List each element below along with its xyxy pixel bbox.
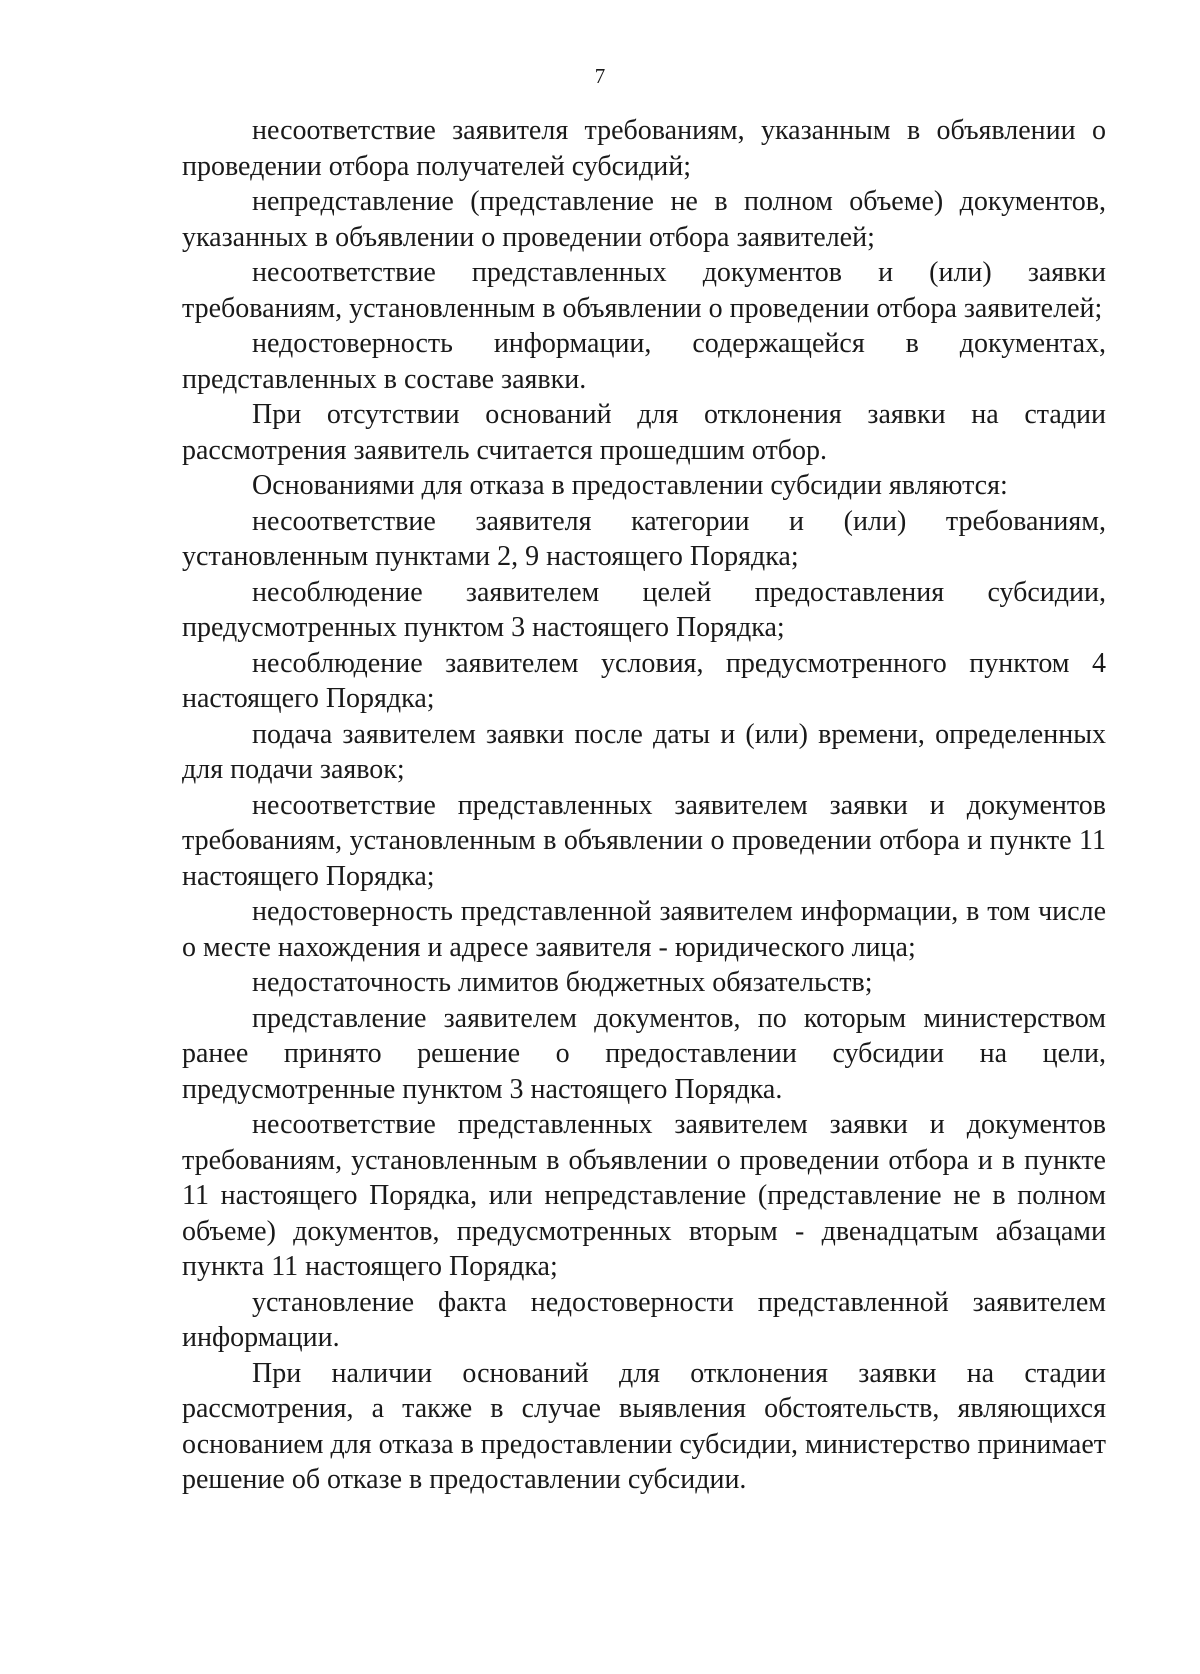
paragraph: несоответствие представленных заявителем заявки и документов требованиям, установленным в объявлении о проведении отбора и в пункте 11 настоящего Порядка, или непредставление (представление не в полном объеме) документов, предусмотренных вторым - двенадцатым абзацами пункта 11 настоящего Порядка;	[182, 1109, 1106, 1282]
document-body	[182, 113, 1106, 1498]
paragraph: подача заявителем заявки после даты и (или) времени, определенных для подачи заявок;	[182, 718, 1106, 785]
paragraph: несоблюдение заявителем условия, предусмотренного пунктом 4 настоящего Порядка;	[182, 647, 1106, 714]
paragraph: непредставление (представление не в полном объеме) документов, указанных в объявлении о проведении отбора заявителей;	[182, 186, 1106, 253]
paragraph: При наличии оснований для отклонения заявки на стадии рассмотрения, а также в случае выявления обстоятельств, являющихся основанием для отказа в предоставлении субсидии, министерство принимает решение об отказе в предоставлении субсидии.	[182, 1357, 1106, 1495]
paragraph: Основаниями для отказа в предоставлении субсидии являются:	[252, 470, 1008, 501]
paragraph: несоответствие заявителя категории и (или) требованиям, установленным пунктами 2, 9 настоящего Порядка;	[182, 505, 1106, 572]
paragraph: При отсутствии оснований для отклонения заявки на стадии рассмотрения заявитель считается прошедшим отбор.	[182, 399, 1106, 466]
paragraph: несоответствие представленных документов и (или) заявки требованиям, установленным в объявлении о проведении отбора заявителей;	[182, 257, 1106, 324]
paragraph: несоответствие заявителя требованиям, указанным в объявлении о проведении отбора получателей субсидий;	[182, 115, 1106, 182]
paragraph: представление заявителем документов, по которым министерством ранее принято решение о предоставлении субсидии на цели, предусмотренные пунктом 3 настоящего Порядка.	[182, 1002, 1106, 1105]
page-number: 7	[594, 64, 606, 88]
paragraph: недостоверность представленной заявителем информации, в том числе о месте нахождения и адресе заявителя - юридического лица;	[182, 896, 1106, 963]
paragraph: несоблюдение заявителем целей предоставления субсидии, предусмотренных пунктом 3 настоящего Порядка;	[182, 576, 1106, 643]
paragraph: недостаточность лимитов бюджетных обязательств;	[252, 967, 873, 998]
paragraph: установление факта недостоверности представленной заявителем информации.	[182, 1286, 1106, 1353]
paragraph: несоответствие представленных заявителем заявки и документов требованиям, установленным в объявлении о проведении отбора и пункте 11 настоящего Порядка;	[182, 789, 1106, 892]
paragraph: недостоверность информации, содержащейся в документах, представленных в составе заявки.	[182, 328, 1106, 395]
